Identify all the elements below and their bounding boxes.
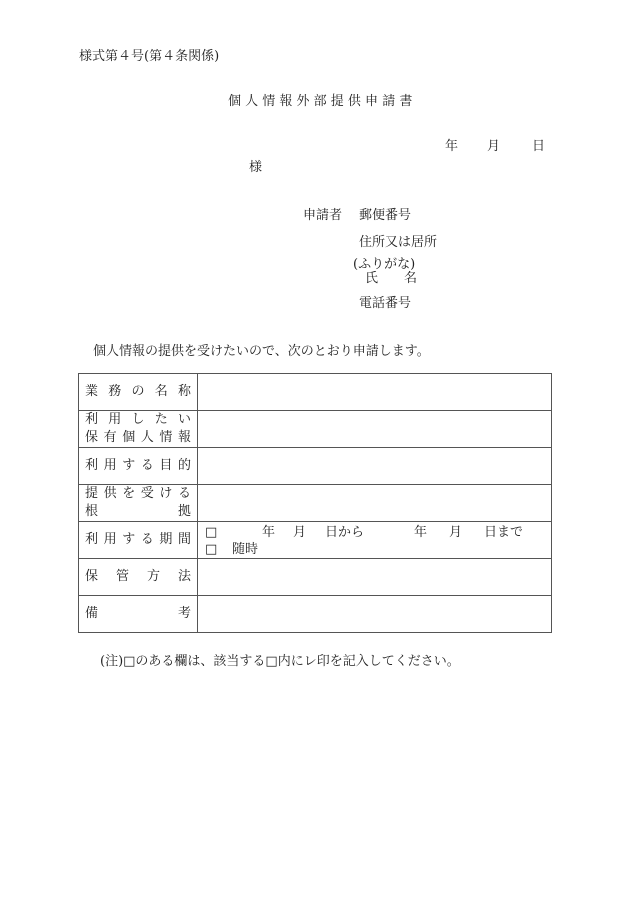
name-label: 氏 名 bbox=[365, 271, 418, 286]
basis-field[interactable] bbox=[198, 485, 552, 522]
anytime-checkbox[interactable]: □ bbox=[205, 542, 218, 557]
remarks-field[interactable] bbox=[198, 596, 552, 633]
period-from-year: 年 bbox=[262, 525, 276, 540]
period-field bbox=[198, 522, 552, 559]
date-day: 日 bbox=[532, 139, 546, 154]
period-checkbox[interactable]: □ bbox=[205, 525, 218, 540]
addressee-suffix: 様 bbox=[249, 160, 263, 175]
period-to-day: 日まで bbox=[484, 525, 524, 540]
period-to-month: 月 bbox=[449, 525, 463, 540]
address-label: 住所又は居所 bbox=[359, 235, 438, 250]
row-label: 保有個人情報 bbox=[85, 430, 191, 445]
date-month: 月 bbox=[487, 139, 501, 154]
date-year: 年 bbox=[445, 139, 459, 154]
applicant-label: 申請者 bbox=[303, 208, 343, 223]
page-title: 個 人 情 報 外 部 提 供 申 請 書 bbox=[228, 94, 413, 109]
period-from-day: 日から bbox=[325, 525, 365, 540]
row-label: 利用する目的 bbox=[85, 458, 191, 473]
storage-method-field[interactable] bbox=[198, 559, 552, 596]
intro-text: 個人情報の提供を受けたいので、次のとおり申請します。 bbox=[93, 344, 430, 359]
table-row bbox=[79, 596, 552, 633]
purpose-field[interactable] bbox=[198, 448, 552, 485]
table-row bbox=[79, 559, 552, 596]
row-label: 利用する期間 bbox=[85, 532, 191, 547]
phone-label: 電話番号 bbox=[359, 296, 412, 311]
row-label: 備考 bbox=[85, 606, 191, 621]
business-name-field[interactable] bbox=[198, 374, 552, 411]
furigana-label: (ふりがな) bbox=[353, 257, 416, 272]
period-to-year: 年 bbox=[414, 525, 428, 540]
table-row bbox=[79, 522, 552, 559]
period-from-month: 月 bbox=[293, 525, 307, 540]
row-label: 保管方法 bbox=[85, 569, 191, 584]
row-label: 根拠 bbox=[85, 504, 191, 519]
table-row bbox=[79, 374, 552, 411]
application-table bbox=[78, 373, 552, 633]
table-row bbox=[79, 448, 552, 485]
table-row bbox=[79, 411, 552, 448]
table-row bbox=[79, 485, 552, 522]
postal-code-label: 郵便番号 bbox=[359, 208, 412, 223]
form-number: 様式第４号(第４条関係) bbox=[79, 49, 220, 64]
note-text: (注)□のある欄は、該当する□内にレ印を記入してください。 bbox=[100, 654, 460, 669]
personal-info-field[interactable] bbox=[198, 411, 552, 448]
row-label: 提供を受ける bbox=[85, 486, 191, 501]
row-label: 利用したい bbox=[85, 412, 191, 427]
row-label: 業務の名称 bbox=[85, 384, 191, 399]
anytime-label: 随時 bbox=[232, 542, 259, 557]
